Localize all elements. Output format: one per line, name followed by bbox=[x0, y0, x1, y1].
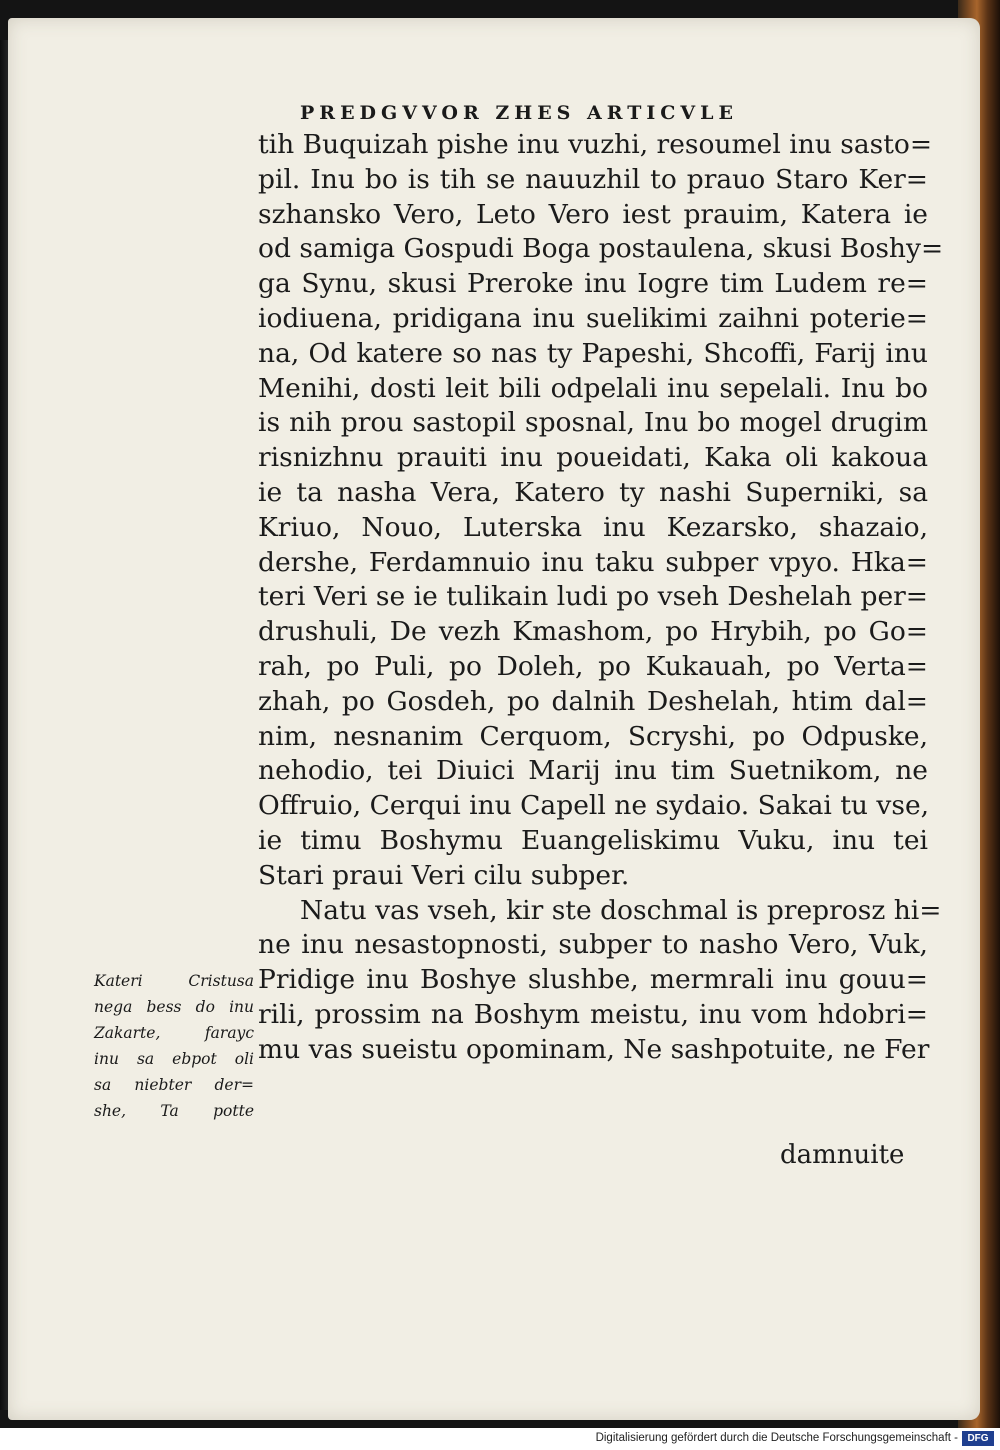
text-line: drushuli, De vezh Kmashom, po Hrybih, po Go= bbox=[258, 616, 928, 648]
margin-note-line: nega bess do inu bbox=[94, 998, 254, 1016]
text-line: risnizhnu prauiti inu poueidati, Kaka oli kakoua bbox=[258, 442, 928, 474]
text-line: is nih prou sastopil sposnal, Inu bo mogel drugim bbox=[258, 407, 928, 439]
text-line: Natu vas vseh, kir ste doschmal is preprosz hi= bbox=[300, 894, 942, 926]
catchword: damnuite bbox=[780, 1140, 905, 1170]
marginal-note bbox=[94, 968, 254, 1124]
text-line: Stari praui Veri cilu subper. bbox=[258, 859, 630, 891]
margin-note-line: she, Ta potte bbox=[94, 1102, 254, 1120]
text-line: Menihi, dosti leit bili odpelali inu sepelali. Inu bo bbox=[258, 372, 928, 404]
text-line: rili, prossim na Boshym meistu, inu vom hdobri= bbox=[258, 998, 928, 1030]
text-line: ie timu Boshymu Euangeliskimu Vuku, inu tei bbox=[258, 824, 928, 856]
text-line: ne inu nesastopnosti, subper to nasho Vero, Vuk, bbox=[258, 929, 928, 961]
margin-note-line: sa niebter der= bbox=[94, 1076, 254, 1094]
running-header: PREDGVVOR ZHES ARTICVLE bbox=[300, 102, 738, 124]
text-line: Pridige inu Boshye slushbe, mermrali inu gouu= bbox=[258, 964, 928, 996]
text-line: szhansko Vero, Leto Vero iest prauim, Katera ie bbox=[258, 198, 928, 230]
text-line: Kriuo, Nouo, Luterska inu Kezarsko, shazaio, bbox=[258, 511, 928, 543]
text-line: ie ta nasha Vera, Katero ty nashi Superniki, sa bbox=[258, 476, 928, 508]
margin-note-line: Kateri Cristusa bbox=[94, 972, 254, 990]
text-line: iodiuena, pridigana inu suelikimi zaihni poterie= bbox=[258, 302, 928, 334]
text-line: dershe, Ferdamnuio inu taku subper vpyo. Hka= bbox=[258, 546, 928, 578]
text-line: tih Buquizah pishe inu vuzhi, resoumel inu sasto= bbox=[258, 129, 933, 160]
footer-bar bbox=[0, 1428, 1000, 1450]
text-line: mu vas sueistu opominam, Ne sashpotuite, ne Fer bbox=[258, 1033, 930, 1065]
text-line: zhah, po Gosdeh, po dalnih Deshelah, htim dal= bbox=[258, 685, 928, 717]
body-text bbox=[258, 128, 944, 1068]
dfg-logo: DFG bbox=[962, 1431, 994, 1446]
text-line: na, Od katere so nas ty Papeshi, Shcoffi, Farij inu bbox=[258, 337, 928, 369]
text-line: ga Synu, skusi Preroke inu Iogre tim Ludem re= bbox=[258, 268, 928, 300]
text-line: pil. Inu bo is tih se nauuzhil to prauo Staro Ker= bbox=[258, 163, 928, 195]
text-line: teri Veri se ie tulikain ludi po vseh Deshelah per= bbox=[258, 581, 928, 613]
text-line: rah, po Puli, po Doleh, po Kukauah, po Verta= bbox=[258, 650, 928, 682]
footer-credit: Digitalisierung gefördert durch die Deutsche Forschungsgemeinschaft - bbox=[595, 1432, 958, 1444]
text-line: nehodio, tei Diuici Marij inu tim Suetnikom, ne bbox=[258, 755, 928, 787]
margin-note-line: inu sa ebpot oli bbox=[94, 1050, 254, 1068]
text-line: nim, nesnanim Cerquom, Scryshi, po Odpuske, bbox=[258, 720, 928, 752]
margin-note-line: Zakarte, farayc bbox=[94, 1024, 254, 1042]
text-line: od samiga Gospudi Boga postaulena, skusi Boshy= bbox=[258, 233, 944, 265]
text-line: Offruio, Cerqui inu Capell ne sydaio. Sakai tu vse, bbox=[258, 790, 930, 822]
